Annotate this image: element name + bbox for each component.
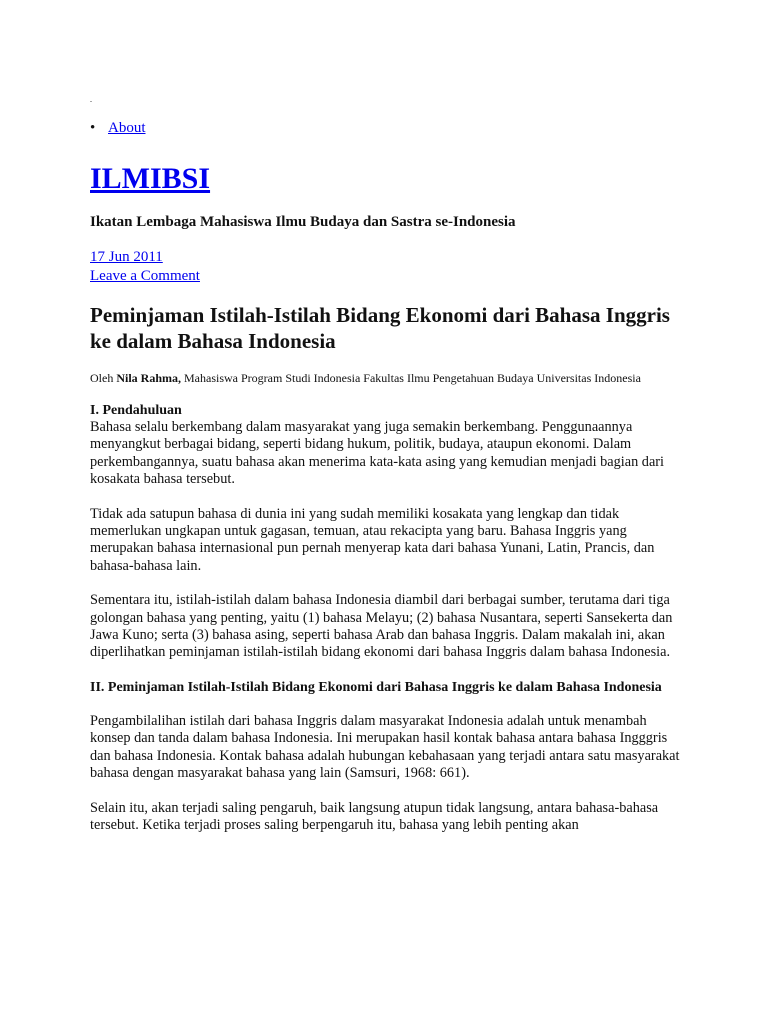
byline-affiliation: Mahasiswa Program Studi Indonesia Fakultas Ilmu Pengetahuan Budaya Universitas Indonesia <box>184 371 641 385</box>
page-content <box>90 96 680 834</box>
post-date-link[interactable]: 17 Jun 2011 <box>90 249 163 265</box>
site-title-link[interactable]: ILMIBSI <box>90 162 211 195</box>
about-link[interactable]: About <box>108 120 146 136</box>
byline <box>90 370 680 386</box>
spacer <box>90 696 680 713</box>
section-heading: II. Peminjaman Istilah-Istilah Bidang Ekonomi dari Bahasa Inggris ke dalam Bahasa Indonesia <box>90 679 662 695</box>
bullet-icon: • <box>90 120 96 136</box>
paragraph: Tidak ada satupun bahasa di dunia ini yang sudah memiliki kosakata yang lengkap dan tidak memerlukan ungkapan untuk gagasan, temuan, atau rekacipta yang baru. Bahasa Inggris yang merupakan bahasa internasional pun pernah menyerap kata dari bahasa Yunani, Latin, Prancis, dan bahasa-bahasa lain. <box>90 505 655 574</box>
site-tagline: Ikatan Lembaga Mahasiswa Ilmu Budaya dan Sastra se-Indonesia <box>90 214 516 230</box>
nav-item-about <box>90 118 680 138</box>
paragraph: Pengambilalihan istilah dari bahasa Inggris dalam masyarakat Indonesia adalah untuk menambah konsep dan tanda dalam bahasa Indonesia. Ini merupakan hasil kontak bahasa antara bahasa Ingggris dan bahasa Indonesia. Kontak bahasa adalah hubungan kebahasaan yang terjadi antara satu masyarakat bahasa dengan masyarakat bahasa yang lain (Samsuri, 1968: 661). <box>90 712 680 782</box>
section-heading: I. Pendahuluan <box>90 403 182 418</box>
post-title: Peminjaman Istilah-Istilah Bidang Ekonomi dari Bahasa Inggris ke dalam Bahasa Indonesia <box>90 303 670 353</box>
paragraph: Bahasa selalu berkembang dalam masyarakat yang juga semakin berkembang. Penggunaannya menyangkut berbagai bidang, seperti bidang hukum, politik, budaya, ataupun ekonomi. Dalam perkembangannya, suatu bahasa akan menerima kata-kata asing yang kemudian menjadi bagian dari kosakata bahasa tersebut. <box>90 419 665 488</box>
site-title <box>90 162 680 196</box>
paragraph: Sementara itu, istilah-istilah dalam bahasa Indonesia diambil dari berbagai sumber, terutama dari tiga golongan bahasa yang penting, yaitu (1) bahasa Melayu; (2) bahasa Nusantara, seperti Sansekerta dan Jawa Kuno; serta (3) bahasa asing, seperti bahasa Arab dan bahasa Inggris. Dalam makalah ini, akan diperlihatkan peminjaman istilah-istilah bidang ekonomi dari bahasa Inggris dalam bahasa Indonesia. <box>90 592 673 661</box>
nav-menu <box>90 118 680 138</box>
post-meta <box>90 248 680 286</box>
leave-comment-link[interactable]: Leave a Comment <box>90 268 200 284</box>
author-name: Nila Rahma, <box>116 371 181 385</box>
byline-prefix: Oleh <box>90 371 114 385</box>
stray-dot: . <box>90 95 92 104</box>
section-1 <box>90 402 680 662</box>
section-2 <box>90 679 680 834</box>
paragraph: Selain itu, akan terjadi saling pengaruh, baik langsung atupun tidak langsung, antara bahasa-bahasa tersebut. Ketika terjadi proses saling berpengaruh itu, bahasa yang lebih penting akan <box>90 799 659 833</box>
